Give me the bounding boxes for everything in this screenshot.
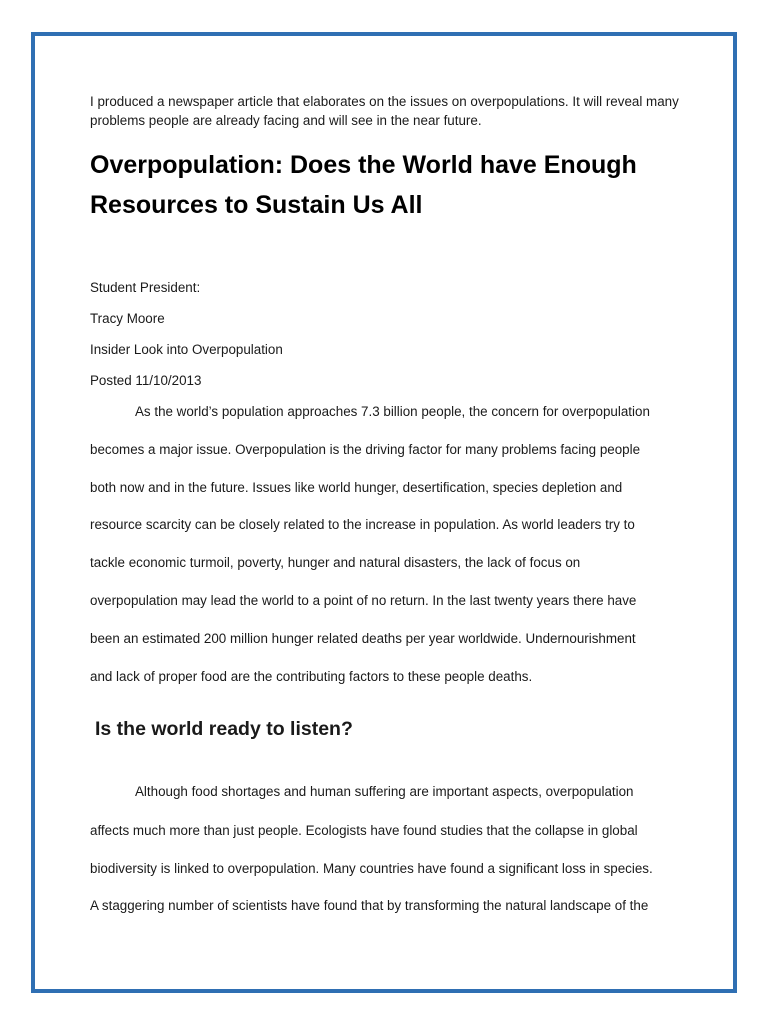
section-subheading: Is the world ready to listen?	[95, 718, 353, 740]
paragraph1-line: both now and in the future. Issues like world hunger, desertification, species depletion and	[90, 480, 623, 495]
paragraph1-line: and lack of proper food are the contributing factors to these people deaths.	[90, 669, 533, 684]
paragraph1-line: becomes a major issue. Overpopulation is the driving factor for many problems facing people	[90, 442, 641, 457]
article-headline: Overpopulation: Does the World have Enough Resources to Sustain Us All	[90, 151, 637, 219]
author-role: Student President:	[90, 280, 201, 295]
paragraph1-line: overpopulation may lead the world to a point of no return. In the last twenty years there have	[90, 593, 637, 608]
intro-paragraph: I produced a newspaper article that elaborates on the issues on overpopulations. It will reveal many problems people are already facing and will see in the near future.	[90, 94, 679, 128]
paragraph1-line: tackle economic turmoil, poverty, hunger and natural disasters, the lack of focus on	[90, 555, 581, 570]
paragraph2-line: A staggering number of scientists have found that by transforming the natural landscape of the	[90, 898, 649, 913]
paragraph1-line: resource scarcity can be closely related to the increase in population. As world leaders try to	[90, 517, 635, 532]
article-section: Insider Look into Overpopulation	[90, 342, 283, 357]
paragraph2-line: biodiversity is linked to overpopulation. Many countries have found a significant loss in species.	[90, 861, 653, 876]
paragraph1-line: As the world’s population approaches 7.3 billion people, the concern for overpopulation	[135, 404, 650, 419]
posted-date: Posted 11/10/2013	[90, 373, 202, 388]
paragraph2-line: Although food shortages and human suffering are important aspects, overpopulation	[135, 784, 634, 799]
author-name: Tracy Moore	[90, 311, 165, 326]
paragraph2-line: affects much more than just people. Ecologists have found studies that the collapse in global	[90, 823, 638, 838]
paragraph1-line: been an estimated 200 million hunger related deaths per year worldwide. Undernourishment	[90, 631, 636, 646]
